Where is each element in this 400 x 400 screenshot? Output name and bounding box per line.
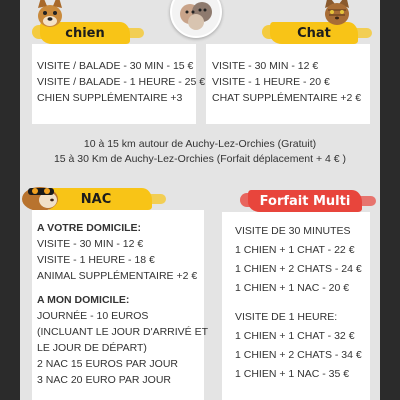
forfait-1h-line-3: 1 CHIEN + 1 NAC - 35 € [235, 368, 350, 380]
chien-card [32, 44, 206, 124]
forfait-30-line-1: 1 CHIEN + 1 CHAT - 22 € [235, 244, 355, 256]
forfait-1h-line-2: 1 CHIEN + 2 CHATS - 34 € [235, 349, 362, 361]
nac-title: NAC [80, 191, 112, 207]
forfait-title-banner [248, 190, 362, 212]
forfait-heading-30: VISITE DE 30 MINUTES [235, 225, 351, 237]
nac-my-home-line-3: LE JOUR DE DÉPART) [37, 342, 147, 354]
forfait-30-line-3: 1 CHIEN + 1 NAC - 20 € [235, 282, 350, 294]
nac-my-home-heading: A MON DOMICILE: [37, 294, 130, 306]
zone-line-2: 15 à 30 Km de Auchy-Lez-Orchies (Forfait déplacement + 4 € ) [53, 153, 347, 165]
forfait-title: Forfait Multi [259, 193, 351, 209]
chien-line-1: VISITE / BALADE - 30 MIN - 15 € [37, 60, 194, 72]
zone-line-1: 10 à 15 km autour de Auchy-Lez-Orchies (Gratuit) [83, 138, 317, 150]
chat-card [206, 44, 370, 124]
nac-card [32, 210, 209, 400]
chat-title: Chat [297, 25, 331, 41]
nac-home-line-3: ANIMAL SUPPLÉMENTAIRE +2 € [37, 270, 198, 282]
dog-icon [32, 0, 68, 35]
nac-home-line-2: VISITE - 1 HEURE - 18 € [37, 254, 155, 266]
chien-title: chien [65, 25, 105, 41]
chien-line-2: VISITE / BALADE - 1 HEURE - 25 € [37, 76, 206, 88]
nac-my-home-line-2: (INCLUANT LE JOUR D'ARRIVÉ ET [37, 326, 209, 338]
nac-home-heading: A VOTRE DOMICILE: [37, 222, 142, 234]
forfait-card [222, 212, 370, 400]
avatar [170, 0, 222, 38]
forfait-heading-1h: VISITE DE 1 HEURE: [235, 311, 338, 323]
nac-my-home-line-4: 2 NAC 15 EUROS PAR JOUR [37, 358, 179, 370]
chat-line-2: VISITE - 1 HEURE - 20 € [212, 76, 330, 88]
cat-icon [320, 0, 354, 33]
nac-my-home-line-1: JOURNÉE - 10 EUROS [37, 310, 149, 322]
forfait-30-line-2: 1 CHIEN + 2 CHATS - 24 € [235, 263, 362, 275]
nac-home-line-1: VISITE - 30 MIN - 12 € [37, 238, 144, 250]
nac-my-home-line-5: 3 NAC 20 EURO PAR JOUR [37, 374, 172, 386]
chat-line-1: VISITE - 30 MIN - 12 € [212, 60, 319, 72]
chien-line-3: CHIEN SUPPLÉMENTAIRE +3 [37, 92, 183, 104]
chat-line-3: CHAT SUPPLÉMENTAIRE +2 € [212, 92, 362, 104]
pricing-page [20, 0, 380, 400]
forfait-1h-line-1: 1 CHIEN + 1 CHAT - 32 € [235, 330, 355, 342]
